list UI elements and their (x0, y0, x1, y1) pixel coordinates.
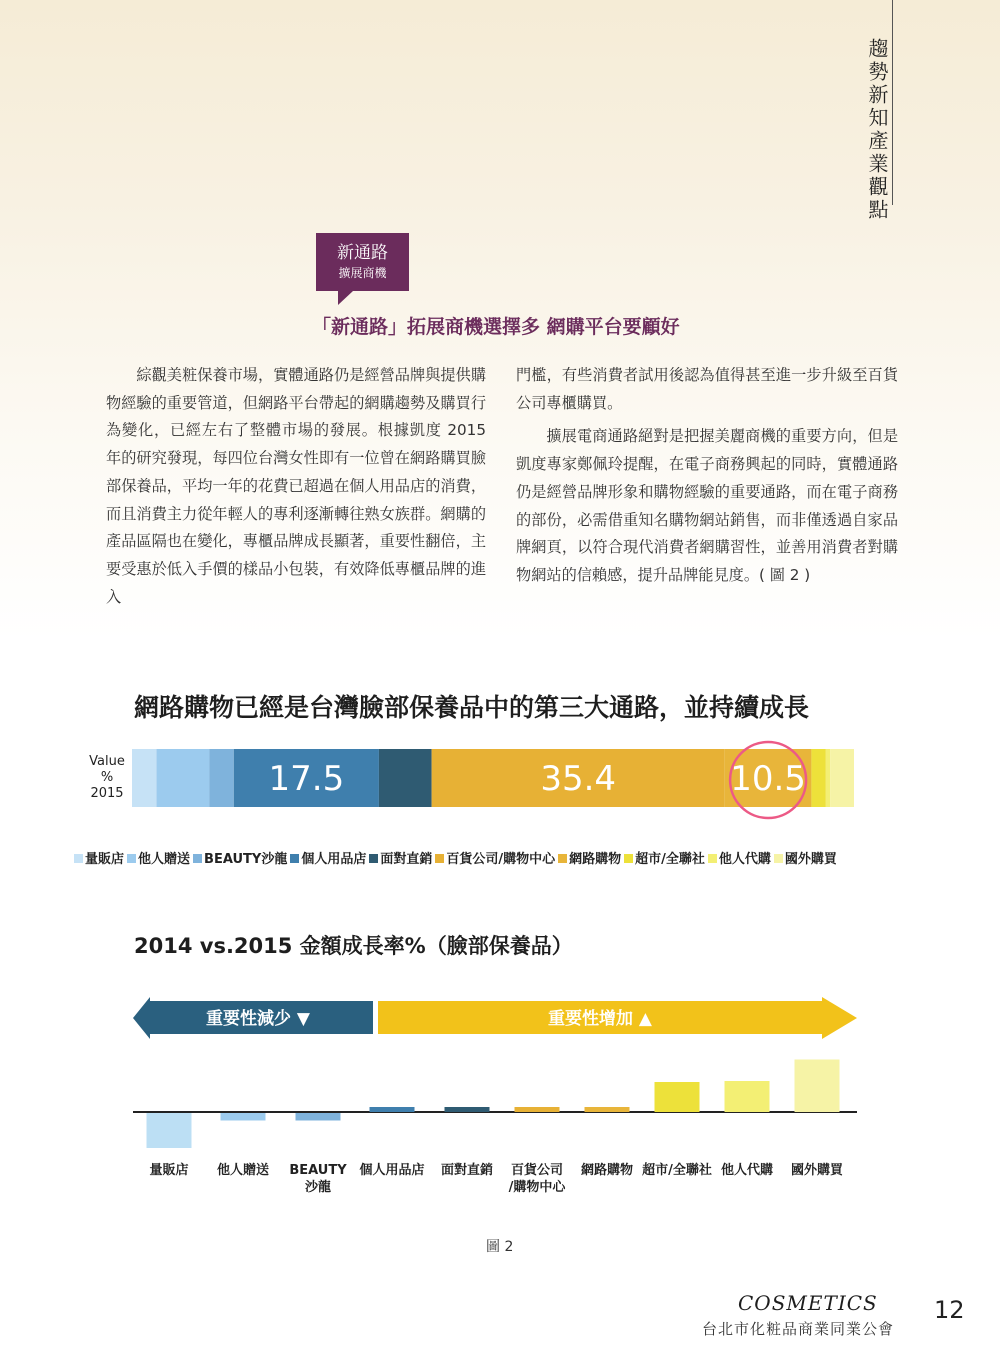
legend-item (74, 848, 124, 867)
bar-value-label: 35.4 (540, 759, 617, 799)
legend-label: 他人代購 (718, 852, 771, 867)
category-label-line: 個人用品店 (359, 1163, 425, 1178)
legend-label: 國外購買 (784, 852, 837, 867)
legend-item (774, 848, 837, 867)
organization-name: 台北市化粧品商業同業公會 (702, 1320, 895, 1338)
stacked-bar-segment (830, 749, 854, 807)
growth-bar (370, 1107, 415, 1112)
legend-label: 網路購物 (569, 852, 622, 867)
legend-swatch (290, 854, 299, 863)
legend-label: 量販店 (85, 852, 125, 867)
category-label-line: /購物中心 (508, 1180, 566, 1195)
legend-item (369, 848, 432, 867)
category-label-line: 百貨公司 (510, 1163, 563, 1178)
bar-value-label: 10.5 (730, 759, 806, 799)
figure-caption: 圖 2 (486, 1239, 514, 1255)
legend-label: BEAUTY沙龍 (204, 852, 288, 867)
category-label-line: 面對直銷 (440, 1163, 493, 1178)
growth-bar (296, 1113, 341, 1121)
legend-item (127, 848, 190, 867)
growth-bar (147, 1113, 192, 1148)
ylabel-line: % (100, 770, 114, 785)
legend-label: 百貨公司/購物中心 (446, 852, 556, 867)
legend-swatch (435, 854, 444, 863)
legend-label: 超市/全聯社 (635, 852, 705, 867)
bar-value-label: 17.5 (268, 759, 345, 799)
legend-swatch (193, 854, 202, 863)
tag-line-2: 擴展商機 (338, 266, 387, 280)
legend-label: 面對直銷 (380, 852, 433, 867)
growth-bar (795, 1060, 840, 1113)
growth-bar (655, 1082, 700, 1112)
tag-line-1: 新通路 (337, 243, 388, 263)
body-paragraph: 擴展電商通路絕對是把握美麗商機的重要方向，但是凱度專家鄭佩玲提醒，在電子商務興起的同時，實體通路仍是經營品牌形象和購物經驗的重要通路，而在電子商務的部份，必需借重知名購物網站銷售，而非僅透過自家品牌網頁，以符合現代消費者網購習性，並善用消費者對購物網站的信賴感，提升品牌能見度。( 圖 2 ) (516, 427, 898, 584)
page-number: 12 (934, 1296, 965, 1324)
stacked-bar-segment (826, 749, 830, 807)
legend-item (193, 848, 287, 867)
legend-label: 個人用品店 (301, 852, 367, 867)
legend-swatch (127, 854, 136, 863)
growth-bar (445, 1107, 490, 1112)
category-label-line: 網路購物 (580, 1163, 633, 1178)
chart2-title: 2014 vs.2015 金額成長率%（臉部保養品） (134, 934, 573, 958)
category-label-line: 他人代購 (720, 1163, 773, 1178)
growth-bar (221, 1113, 266, 1121)
stacked-bar-segment (132, 749, 157, 807)
legend-item (435, 848, 555, 867)
category-label-line: 超市/全聯社 (642, 1163, 712, 1178)
chart1-title: 網路購物已經是台灣臉部保養品中的第三大通路，並持續成長 (134, 693, 810, 722)
category-label-line: BEAUTY (289, 1163, 347, 1178)
stacked-bar-segment (157, 749, 210, 807)
legend-item (708, 848, 771, 867)
stacked-bar-segment (209, 749, 234, 807)
legend-label: 他人贈送 (138, 852, 191, 867)
category-label-line: 沙龍 (304, 1180, 331, 1195)
ylabel-line: 2015 (90, 786, 124, 801)
category-label-line: 量販店 (149, 1163, 189, 1178)
category-label-line: 國外購買 (790, 1163, 843, 1178)
legend-swatch (74, 854, 83, 863)
category-label (772, 1162, 862, 1179)
category-label-line: 他人贈送 (216, 1163, 269, 1178)
article-headline: 「新通路」拓展商機選擇多 網購平台要顧好 (312, 316, 680, 338)
stacked-bar-segment (379, 749, 432, 807)
legend-swatch (558, 854, 567, 863)
increase-arrow-label: 重要性增加 ▲ (548, 1009, 652, 1029)
ylabel-line: Value (89, 754, 125, 769)
section-title: 趨勢新知產業觀點 (865, 38, 889, 222)
growth-bar (585, 1107, 630, 1112)
legend-swatch (369, 854, 378, 863)
legend-swatch (708, 854, 717, 863)
body-paragraph: 綜觀美粧保養市場，實體通路仍是經營品牌與提供購物經驗的重要管道，但網路平台帶起的網購趨勢及購買行為變化，已經左右了整體市場的發展。根據凱度 2015 年的研究發現，每四位台灣女性即有一位曾在網路購買臉部保養品，平均一年的花費已超過在個人用品店的消費，而且消費主力從年輕人的專利逐漸轉往熟女族群。網購的產品區隔也在變化，專櫃品牌成長顯著，重要性翻倍，主要受惠於低入手價的樣品小包裝，有效降低專櫃品牌的進入 (106, 366, 486, 606)
legend-swatch (774, 854, 783, 863)
legend-item (290, 848, 366, 867)
growth-bar (515, 1107, 560, 1112)
legend-swatch (624, 854, 633, 863)
brand-logo: COSMETICS (738, 1291, 878, 1315)
growth-bar (725, 1081, 770, 1112)
decrease-arrow-label: 重要性減少 ▼ (206, 1009, 310, 1029)
legend-item (558, 848, 621, 867)
body-paragraph: 門檻，有些消費者試用後認為值得甚至進一步升級至百貨公司專櫃購買。 (516, 366, 898, 412)
stacked-bar-segment (811, 749, 825, 807)
legend-item (624, 848, 705, 867)
chart1-legend (74, 848, 954, 867)
